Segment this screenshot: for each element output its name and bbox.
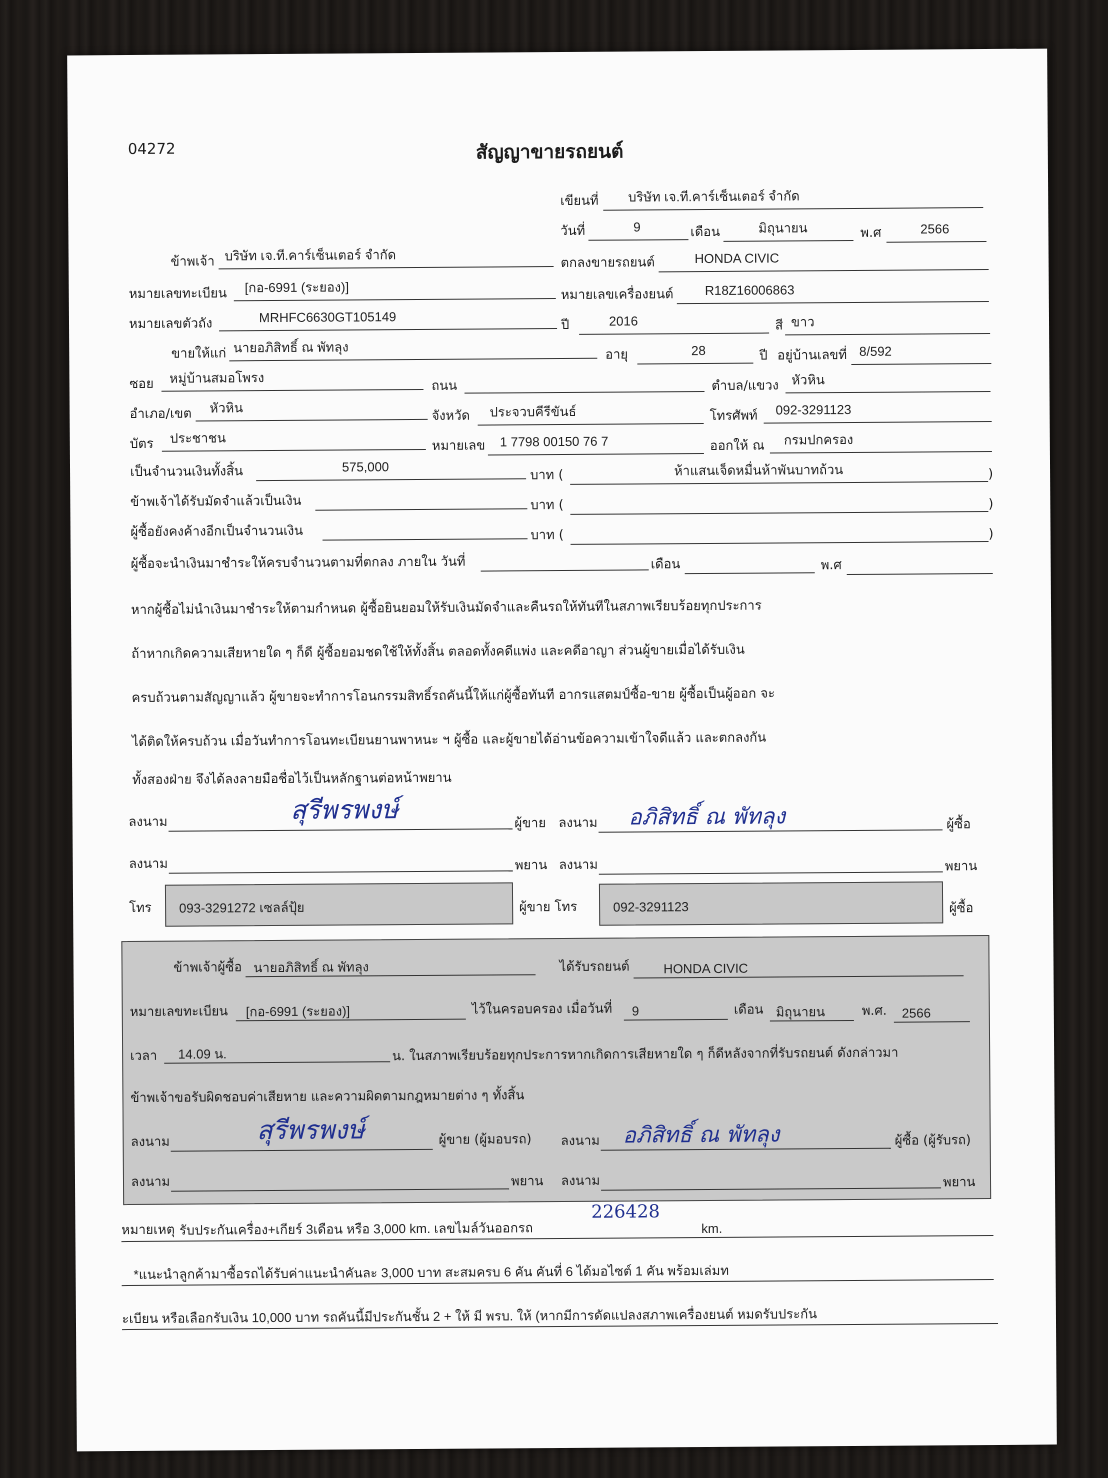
chassis-label: หมายเลขตัวถัง bbox=[128, 316, 213, 333]
chassis-line bbox=[219, 328, 557, 331]
i-line bbox=[219, 266, 554, 269]
receipt-time-label: เวลา bbox=[130, 1048, 158, 1065]
note-text: รับประกันเครื่อง+เกียร์ 3เดือน หรือ 3,000 km. เลขไมล์วันออกรถ bbox=[179, 1220, 533, 1238]
witness1-label: พยาน bbox=[514, 858, 548, 874]
terms-line-4: ได้ติดให้ครบถ้วน เมื่อวันทำการโอนทะเบียนยานพาหนะ ฯ ผู้ซื้อ และผู้ขายได้อ่านข้อความเข้าใจดีแล้ว และตกลงกัน bbox=[131, 730, 767, 751]
id-line bbox=[488, 453, 704, 456]
receipt-month-label: เดือน bbox=[733, 1002, 764, 1018]
reg-value: [กอ-6991 (ระยอง)] bbox=[244, 279, 349, 296]
card-label: บัตร bbox=[129, 436, 154, 453]
total-baht: บาท ( bbox=[530, 467, 564, 484]
total-words-line bbox=[570, 481, 988, 485]
promo-line-2: ะเบียน หรือเลือกรับเงิน 10,000 บาท รถคันนี้มีประกันชั้น 2 + ให้ มี พรบ. ให้ (หากมีการดัดแปลงสภาพเครื่องยนต์ หมดรับประกัน bbox=[121, 1306, 817, 1327]
engine-line bbox=[677, 301, 989, 304]
year-value-2: 2016 bbox=[608, 313, 638, 329]
receipt-sign-label-2: ลงนาม bbox=[560, 1133, 600, 1150]
card-value: ประชาชน bbox=[169, 430, 226, 446]
age-value: 28 bbox=[691, 342, 706, 359]
contract-paper bbox=[67, 49, 1057, 1452]
total-value: 575,000 bbox=[341, 459, 390, 475]
reg-label: หมายเลขทะเบียน bbox=[128, 286, 227, 303]
terms-line-2: ถ้าหากเกิดความเสียหายใด ๆ ก็ดี ผู้ซื้อยอมชดใช้ให้ทั้งสิ้น ตลอดทั้งคดีแพ่ง และคดีอาญา ส่วนผู้ขายเมื่อได้รับเงิน bbox=[131, 642, 745, 663]
sign-label-4: ลงนาม bbox=[558, 857, 598, 874]
due-month-label: เดือน bbox=[650, 557, 681, 573]
soi-line bbox=[161, 389, 423, 392]
document-title: สัญญาขายรถยนต์ bbox=[475, 140, 624, 164]
card-line bbox=[162, 449, 426, 452]
receipt-reg-value: [กอ-6991 (ระยอง)] bbox=[245, 1003, 351, 1020]
province-line bbox=[478, 423, 704, 426]
month-line bbox=[723, 240, 853, 242]
soi-value: หมู่บ้านสมอโพรง bbox=[169, 370, 265, 386]
receipt-condition: น. ในสภาพเรียบร้อยทุกประการหากเกิดการเสียหายใด ๆ ก็ดีหลังจากที่รับรถยนต์ ดังกล่าวมา bbox=[392, 1045, 899, 1065]
receipt-received-value: HONDA CIVIC bbox=[663, 960, 749, 977]
km-label: km. bbox=[701, 1220, 723, 1237]
year-label-2: ปี bbox=[560, 317, 570, 333]
receipt-sign-label-1: ลงนาม bbox=[130, 1134, 170, 1151]
province-value: ประจวบคีรีขันธ์ bbox=[489, 403, 577, 420]
receipt-received-label: ได้รับรถยนต์ bbox=[559, 959, 630, 976]
receipt-buyer-label: ผู้ซื้อ (ผู้รับรถ) bbox=[894, 1133, 972, 1149]
sign-label-3: ลงนาม bbox=[128, 856, 168, 873]
i-value: บริษัท เจ.ที.คาร์เซ็นเตอร์ จำกัด bbox=[224, 247, 397, 264]
age-label: อายุ bbox=[605, 347, 629, 363]
buyer-signature: อภิสิทธิ์ ณ พัทลุง bbox=[628, 804, 786, 831]
remaining-close: ) bbox=[988, 526, 994, 543]
receipt-seller-signature: สุรีพรพงษ์ bbox=[256, 1115, 365, 1147]
tambon-label: ตำบล/แขวง bbox=[711, 378, 779, 394]
agree-label: ตกลงขายรถยนต์ bbox=[560, 255, 655, 271]
deposit-label: ข้าพเจ้าได้รับมัดจำแล้วเป็นเงิน bbox=[130, 493, 302, 511]
date-line bbox=[588, 239, 688, 241]
seller-signature: สุรีพรพงษ์ bbox=[290, 795, 399, 826]
road-line bbox=[465, 391, 705, 394]
total-label: เป็นจำนวนเงินทั้งสิ้น bbox=[129, 464, 244, 481]
remaining-label: ผู้ซื้อยังคงค้างอีกเป็นจำนวนเงิน bbox=[130, 523, 304, 541]
remaining-words-line bbox=[571, 541, 989, 545]
receipt-year-value: 2566 bbox=[901, 1005, 931, 1021]
receipt-year-label: พ.ศ. bbox=[861, 1003, 887, 1019]
age-unit: ปี bbox=[759, 348, 768, 364]
receipt-witness1-label: พยาน bbox=[510, 1174, 544, 1190]
witness1-line bbox=[169, 870, 513, 873]
terms-line-3: ครบถ้วนตามสัญญาแล้ว ผู้ขายจะทำการโอนกรรมสิทธิ์รถคันนี้ให้แก่ผู้ซื้อทันที อากรแสตมป์ซื้อ-ขาย ผู้ซื้อเป็นผู้ออก จะ bbox=[131, 686, 776, 707]
receipt-sign-label-4: ลงนาม bbox=[560, 1173, 601, 1190]
written-at-label: เขียนที่ bbox=[560, 193, 599, 209]
house-line bbox=[851, 363, 991, 365]
buyer-label: ผู้ซื้อ bbox=[946, 817, 971, 833]
written-at-line bbox=[603, 207, 983, 211]
color-value: ขาว bbox=[790, 314, 815, 330]
terms-line-1: หากผู้ซื้อไม่นำเงินมาชำระให้ตามกำหนด ผู้ซื้อยินยอมให้รับเงินมัดจำและคืนรถให้ทันทีในสภาพเรียบร้อยทุกประการ bbox=[130, 598, 762, 619]
receipt-month-value: มิถุนายน bbox=[775, 1004, 826, 1020]
tambon-value: หัวหิน bbox=[791, 372, 825, 388]
terms-line-5: ทั้งสองฝ่าย จึงได้ลงลายมือชื่อไว้เป็นหลักฐานต่อหน้าพยาน bbox=[132, 770, 452, 789]
deposit-close: ) bbox=[988, 496, 994, 513]
due-month-line bbox=[685, 572, 815, 574]
receipt-responsibility: ข้าพเจ้าขอรับผิดชอบค่าเสียหาย และความผิดตามกฎหมายต่าง ๆ ทั้งสิ้น bbox=[130, 1088, 525, 1107]
remaining-baht: บาท ( bbox=[530, 527, 564, 544]
engine-label: หมายเลขเครื่องยนต์ bbox=[560, 287, 674, 303]
reg-line bbox=[234, 298, 556, 301]
month-value: มิถุนายน bbox=[758, 220, 808, 236]
deposit-baht: บาท ( bbox=[530, 497, 564, 514]
buyer-phone-label: ผู้ซื้อ bbox=[949, 901, 974, 917]
written-at-value: บริษัท เจ.ที.คาร์เซ็นเตอร์ จำกัด bbox=[628, 188, 800, 205]
document-number: 04272 bbox=[127, 139, 176, 159]
witness2-label: พยาน bbox=[944, 859, 978, 875]
house-label: อยู่บ้านเลขที่ bbox=[777, 348, 848, 364]
road-label: ถนน bbox=[431, 378, 458, 394]
due-year-line bbox=[847, 573, 993, 575]
i-label: ข้าพเจ้า bbox=[170, 254, 215, 270]
chassis-value: MRHFC6630GT105149 bbox=[258, 309, 397, 326]
issued-label: ออกให้ ณ bbox=[709, 438, 765, 454]
due-year-label: พ.ศ bbox=[820, 558, 842, 574]
car-year-line bbox=[579, 333, 769, 335]
province-label: จังหวัด bbox=[431, 408, 471, 424]
sell-to-line bbox=[229, 358, 597, 362]
total-close: ) bbox=[988, 466, 994, 483]
tambon-line bbox=[786, 391, 991, 393]
year-line bbox=[886, 241, 986, 243]
receipt-reg-label: หมายเลขทะเบียน bbox=[129, 1004, 228, 1021]
seller-phone-label: ผู้ขาย โทร bbox=[519, 899, 578, 916]
due-day-line bbox=[481, 569, 649, 571]
date-label: วันที่ bbox=[560, 223, 586, 239]
month-label: เดือน bbox=[690, 224, 721, 241]
seller-phone: 093-3291272 เซลล์ปุ้ย bbox=[179, 899, 305, 916]
receipt-buyer-value: นายอภิสิทธิ์ ณ พัทลุง bbox=[253, 959, 369, 976]
receipt-buyer-signature: อภิสิทธิ์ ณ พัทลุง bbox=[622, 1122, 780, 1149]
sell-to-label: ขายให้แก่ bbox=[171, 346, 227, 362]
witness2-line bbox=[599, 871, 943, 874]
deposit-words-line bbox=[570, 511, 988, 515]
remaining-line bbox=[323, 538, 528, 540]
amphoe-line bbox=[196, 419, 428, 422]
id-value: 1 7798 00150 76 7 bbox=[499, 433, 609, 450]
amphoe-label: อำเภอ/เขต bbox=[129, 406, 192, 423]
mileage-value: 226428 bbox=[591, 1201, 661, 1223]
total-line bbox=[256, 478, 526, 481]
receipt-seller-label: ผู้ขาย (ผู้มอบรถ) bbox=[438, 1132, 532, 1148]
amphoe-value: หัวหิน bbox=[209, 400, 243, 416]
phone-label-seller: โทร bbox=[129, 900, 152, 917]
total-words: ห้าแสนเจ็ดหมื่นห้าพันบาทถ้วน bbox=[674, 462, 844, 479]
note-label: หมายเหตุ bbox=[121, 1222, 175, 1239]
agree-line bbox=[659, 269, 989, 272]
receipt-possession-label: ไว้ในครอบครอง เมื่อวันที่ bbox=[471, 1001, 613, 1018]
soi-label: ซอย bbox=[129, 376, 154, 393]
receipt-buyer-label: ข้าพเจ้าผู้ซื้อ bbox=[173, 960, 242, 976]
engine-value: R18Z16006863 bbox=[704, 282, 795, 298]
issued-value: กรมปกครอง bbox=[783, 431, 854, 448]
issued-line bbox=[770, 451, 992, 454]
color-line bbox=[785, 333, 990, 335]
due-label: ผู้ซื้อจะนำเงินมาชำระให้ครบจำนวนตามที่ตกลง ภายใน วันที่ bbox=[130, 554, 466, 573]
year-value: 2566 bbox=[920, 221, 950, 237]
id-label: หมายเลข bbox=[431, 438, 486, 454]
sell-to-value: นายอภิสิทธิ์ ณ พัทลุง bbox=[233, 339, 349, 356]
deposit-line bbox=[315, 508, 527, 510]
seller-label: ผู้ขาย bbox=[514, 816, 546, 832]
phone-value: 092-3291123 bbox=[775, 401, 852, 418]
promo-line-1: *แนะนำลูกค้ามาซื้อรถได้รับค่าแนะนำคันละ 3,000 บาท สะสมครบ 6 คัน คันที่ 6 ได้มอไซต์ 1 คัน พร้อมเล่มท bbox=[133, 1262, 729, 1283]
sign-label-1: ลงนาม bbox=[128, 814, 168, 831]
color-label: สี bbox=[774, 318, 784, 334]
buyer-phone: 092-3291123 bbox=[613, 899, 689, 915]
agree-value: HONDA CIVIC bbox=[694, 250, 780, 267]
date-day: 9 bbox=[633, 219, 641, 235]
receipt-sign-label-3: ลงนาม bbox=[130, 1174, 171, 1191]
phone-label: โทรศัพท์ bbox=[709, 408, 758, 424]
phone-line bbox=[764, 421, 992, 424]
age-line bbox=[637, 363, 753, 365]
year-label: พ.ศ bbox=[860, 225, 882, 241]
sign-label-2: ลงนาม bbox=[558, 815, 598, 832]
receipt-witness2-label: พยาน bbox=[942, 1175, 976, 1191]
receipt-time-value: 14.09 น. bbox=[178, 1046, 227, 1062]
receipt-day-value: 9 bbox=[631, 1003, 640, 1019]
house-value: 8/592 bbox=[859, 343, 892, 359]
